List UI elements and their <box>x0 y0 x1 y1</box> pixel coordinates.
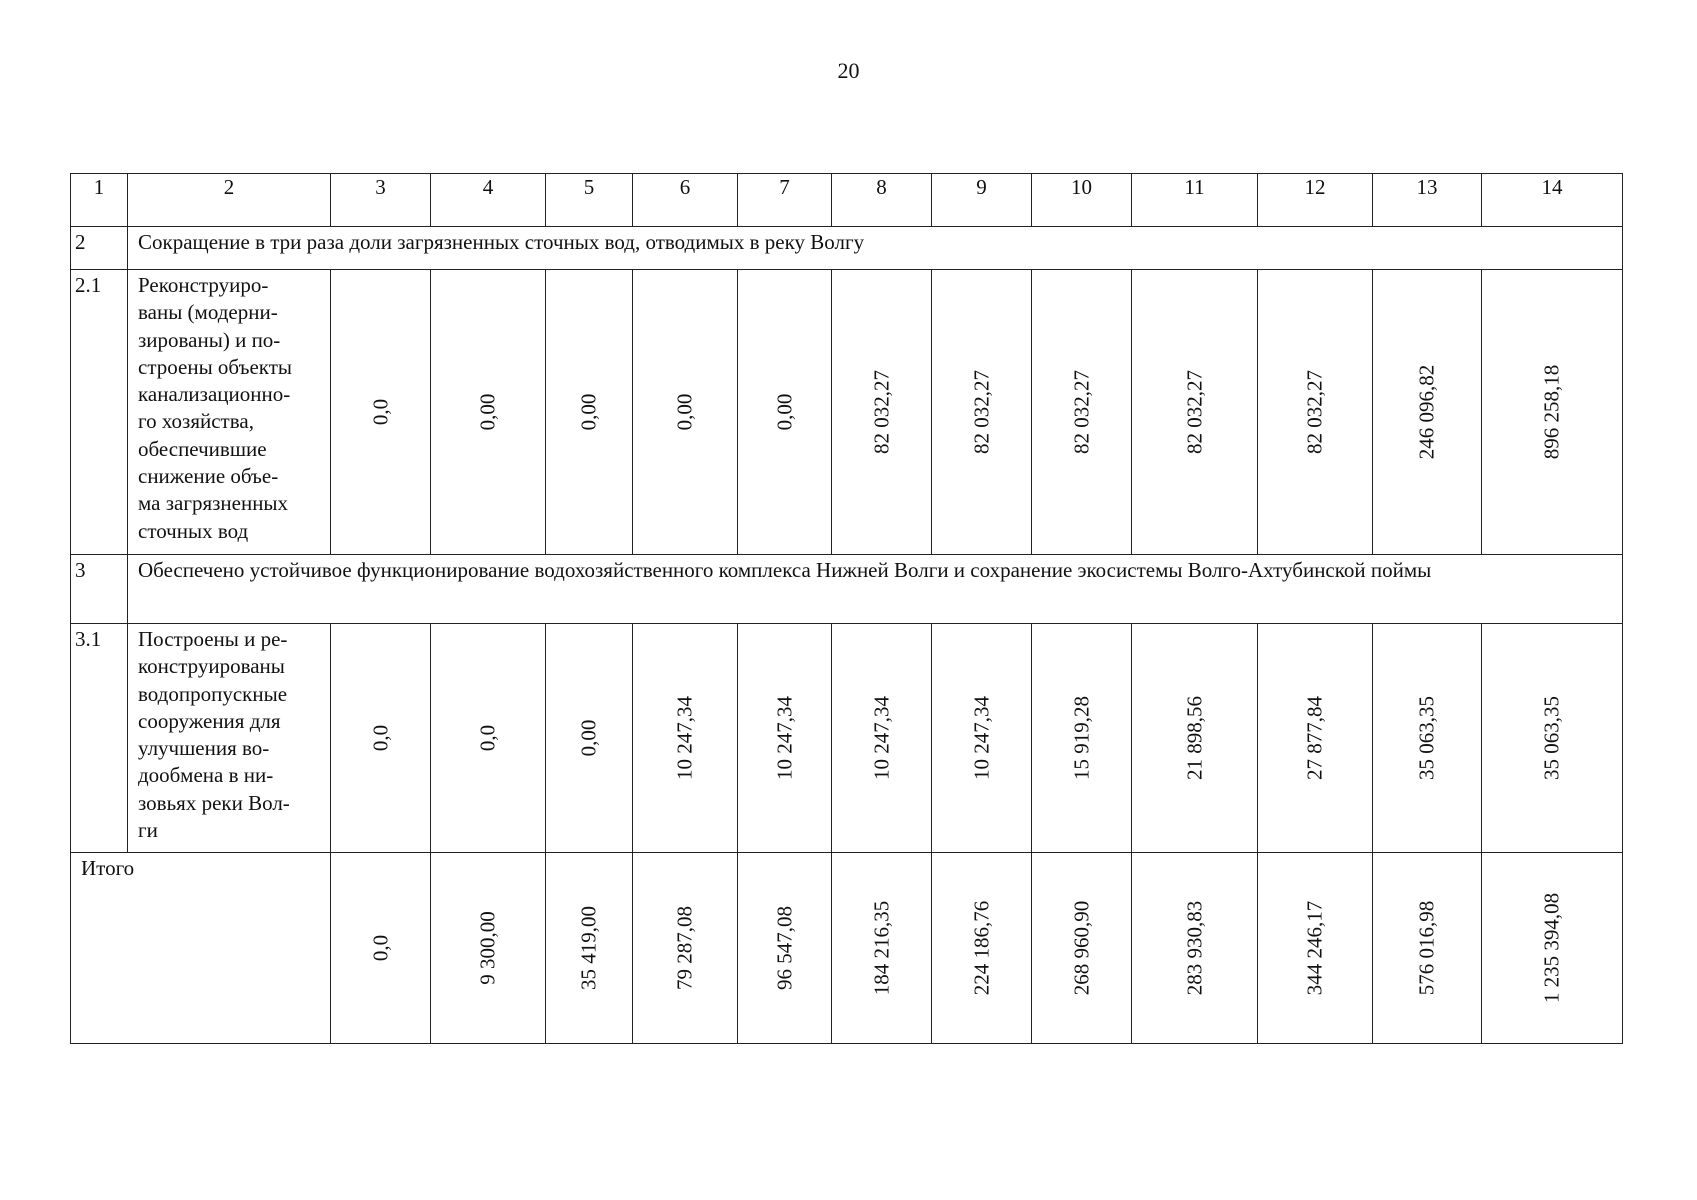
value-text: 35 063,35 <box>1414 696 1439 780</box>
page-number: 20 <box>837 58 860 83</box>
header-cell: 4 <box>431 174 546 227</box>
header-row <box>71 174 1623 227</box>
value-text: 96 547,08 <box>771 906 796 990</box>
total-label: Итого <box>71 853 331 1044</box>
value-cell <box>431 270 546 555</box>
section-row-2 <box>71 227 1623 270</box>
value-cell <box>1373 624 1482 853</box>
header-cell: 3 <box>331 174 431 227</box>
value-cell <box>331 853 431 1044</box>
header-cell: 5 <box>546 174 633 227</box>
value-cell <box>738 853 832 1044</box>
header-cell: 1 <box>71 174 128 227</box>
value-cell <box>738 624 832 853</box>
value-text: 224 186,76 <box>968 900 993 996</box>
header-cell: 10 <box>1032 174 1132 227</box>
row-number: 2.1 <box>71 270 128 555</box>
value-text: 0,00 <box>771 393 796 431</box>
value-cell <box>832 624 932 853</box>
header-cell: 6 <box>633 174 738 227</box>
value-cell <box>1482 270 1623 555</box>
value-text: 0,0 <box>367 724 392 752</box>
value-cell <box>1258 853 1373 1044</box>
value-cell <box>1482 624 1623 853</box>
header-cell: 9 <box>932 174 1032 227</box>
value-text: 15 919,28 <box>1068 696 1093 780</box>
value-text: 82 032,27 <box>1181 370 1206 454</box>
header-cell: 12 <box>1258 174 1373 227</box>
header-cell: 14 <box>1482 174 1623 227</box>
value-cell <box>1258 624 1373 853</box>
section-number: 2 <box>71 227 128 270</box>
value-cell <box>1032 624 1132 853</box>
value-text: 0,0 <box>367 934 392 962</box>
value-cell <box>832 853 932 1044</box>
value-cell <box>1132 853 1258 1044</box>
value-text: 10 247,34 <box>968 696 993 780</box>
row-description-text: Построены и ре- конструированы водопропускные сооружения для улучшения во- дообмена в ни- зовьях реки Вол- ги <box>138 627 290 843</box>
section-row-3 <box>71 555 1623 624</box>
value-text: 82 032,27 <box>1068 370 1093 454</box>
value-text: 283 930,83 <box>1181 900 1206 996</box>
value-text: 0,00 <box>576 393 601 431</box>
value-text: 896 258,18 <box>1539 364 1564 460</box>
value-text: 344 246,17 <box>1302 900 1327 996</box>
value-text: 35 063,35 <box>1539 696 1564 780</box>
value-cell <box>932 270 1032 555</box>
value-text: 10 247,34 <box>771 696 796 780</box>
header-cell: 2 <box>128 174 331 227</box>
value-cell <box>1032 270 1132 555</box>
data-table <box>70 173 1623 1044</box>
row-description <box>128 624 331 853</box>
value-cell <box>331 624 431 853</box>
value-cell <box>1373 853 1482 1044</box>
value-cell <box>331 270 431 555</box>
value-text: 0,00 <box>672 393 697 431</box>
row-description-text: Реконструиро- ваны (модерни- зированы) и по- строены объекты канализационно- го хозяйства, обеспечившие снижение объе- ма загрязненных сточных вод <box>138 273 292 543</box>
value-cell <box>546 624 633 853</box>
value-text: 184 216,35 <box>868 900 893 996</box>
row-description <box>128 270 331 555</box>
row-number: 3.1 <box>71 624 128 853</box>
value-cell <box>832 270 932 555</box>
value-cell <box>1482 853 1623 1044</box>
value-cell <box>431 853 546 1044</box>
value-cell <box>1132 624 1258 853</box>
value-cell <box>1032 853 1132 1044</box>
header-cell: 13 <box>1373 174 1482 227</box>
value-cell <box>633 270 738 555</box>
header-cell: 7 <box>738 174 832 227</box>
value-text: 0,0 <box>475 724 500 752</box>
value-text: 0,00 <box>576 719 601 757</box>
value-cell <box>738 270 832 555</box>
value-cell <box>932 624 1032 853</box>
value-cell <box>932 853 1032 1044</box>
value-text: 27 877,84 <box>1302 696 1327 780</box>
value-text: 246 096,82 <box>1414 364 1439 460</box>
value-text: 268 960,90 <box>1068 900 1093 996</box>
table-row-2-1 <box>71 270 1623 555</box>
value-text: 35 419,00 <box>576 906 601 990</box>
value-text: 10 247,34 <box>868 696 893 780</box>
value-text: 576 016,98 <box>1414 900 1439 996</box>
section-number: 3 <box>71 555 128 624</box>
value-cell <box>431 624 546 853</box>
value-cell <box>633 853 738 1044</box>
value-text: 82 032,27 <box>1302 370 1327 454</box>
value-cell <box>633 624 738 853</box>
header-cell: 8 <box>832 174 932 227</box>
value-text: 79 287,08 <box>672 906 697 990</box>
header-cell: 11 <box>1132 174 1258 227</box>
value-cell <box>546 853 633 1044</box>
value-cell <box>1373 270 1482 555</box>
value-text: 10 247,34 <box>672 696 697 780</box>
value-text: 1 235 394,08 <box>1539 892 1564 1004</box>
value-text: 9 300,00 <box>475 911 500 985</box>
section-title: Обеспечено устойчивое функционирование водохозяйственного комплекса Нижней Волги и сохранение экосистемы Волго-Ахтубинской поймы <box>128 555 1623 624</box>
value-cell <box>1258 270 1373 555</box>
value-text: 0,00 <box>475 393 500 431</box>
value-text: 21 898,56 <box>1181 696 1206 780</box>
value-text: 82 032,27 <box>968 370 993 454</box>
value-text: 0,0 <box>367 398 392 426</box>
value-text: 82 032,27 <box>868 370 893 454</box>
value-cell <box>546 270 633 555</box>
total-row <box>71 853 1623 1044</box>
value-cell <box>1132 270 1258 555</box>
table-row-3-1 <box>71 624 1623 853</box>
section-title: Сокращение в три раза доли загрязненных сточных вод, отводимых в реку Волгу <box>128 227 1623 270</box>
